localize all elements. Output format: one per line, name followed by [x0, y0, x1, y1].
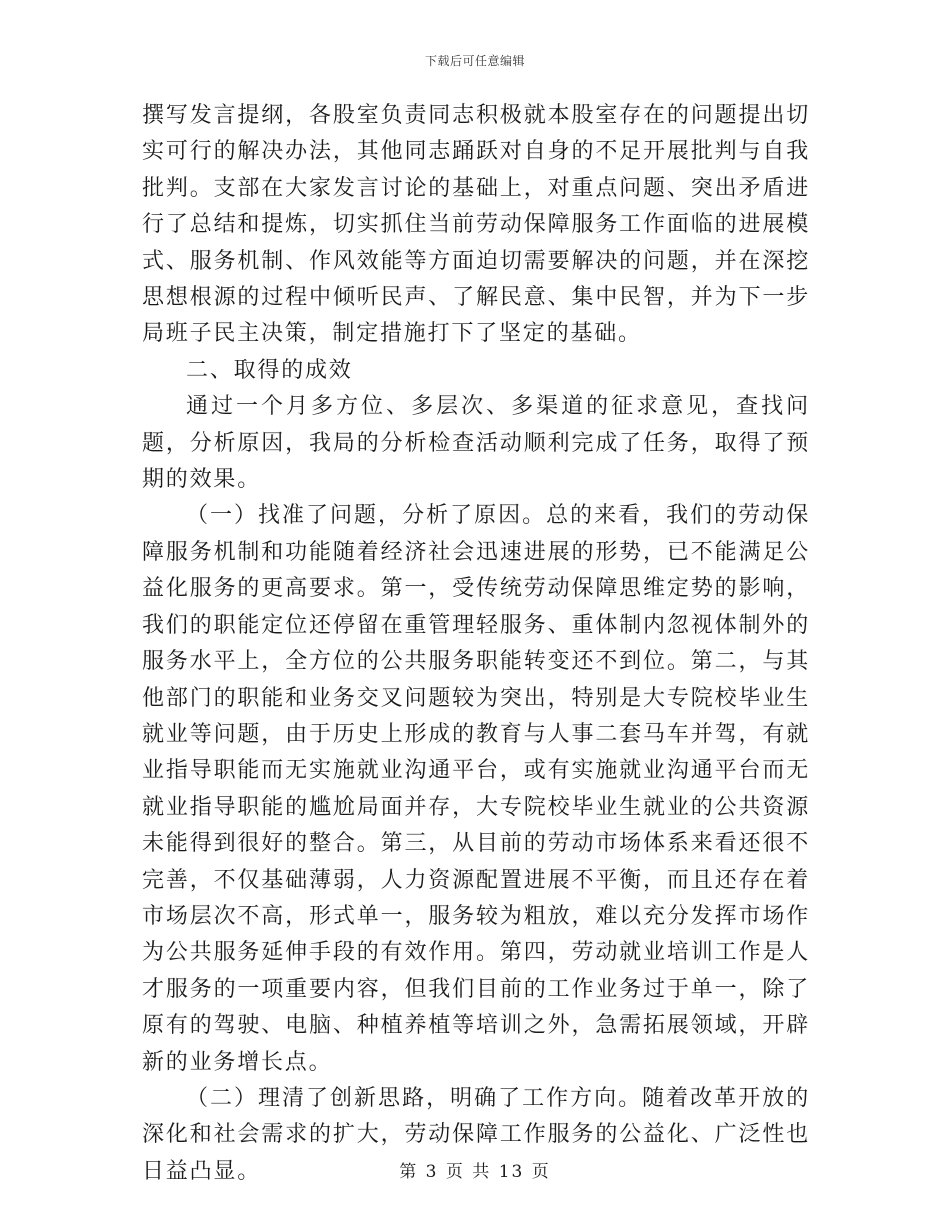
section-heading-achievements: 二、取得的成效 [186, 357, 353, 383]
paragraph-summary: 通过一个月多方位、多层次、多渠道的征求意见，查找问题，分析原因，我局的分析检查活动顺利完成了任务，取得了预期的效果。 [142, 394, 810, 493]
page-number-footer: 第 3 页 共 13 页 [399, 1162, 551, 1182]
paragraph-section-one: （一）找准了问题，分析了原因。总的来看，我们的劳动保障服务机制和功能随着经济社会迅速进展的形势，已不能满足公益化服务的更高要求。第一，受传统劳动保障思维定势的影响，我们的职能定位还停留在重管理轻服务、重体制内忽视体制外的服务水平上，全方位的公共服务职能转变还不到位。第二，与其他部门的职能和业务交叉问题较为突出，特别是大专院校毕业生就业等问题，由于历史上形成的教育与人事二套马车并驾，有就业指导职能而无实施就业沟通平台，或有实施就业沟通平台而无就业指导职能的尴尬局面并存，大专院校毕业生就业的公共资源未能得到很好的整合。第三，从目前的劳动市场体系来看还很不完善，不仅基础薄弱，人力资源配置进展不平衡，而且还存在着市场层次不高，形式单一，服务较为粗放，难以充分发挥市场作为公共服务延伸手段的有效作用。第四，劳动就业培训工作是人才服务的一项重要内容，但我们目前的工作业务过于单一，除了原有的驾驶、电脑、种植养植等培训之外，急需拓展领域，开辟新的业务增长点。 [142, 503, 810, 1075]
document-body [142, 98, 810, 1190]
paragraph-continuation: 撰写发言提纲，各股室负责同志积极就本股室存在的问题提出切实可行的解决办法，其他同志踊跃对自身的不足开展批判与自我批判。支部在大家发言讨论的基础上，对重点问题、突出矛盾进行了总结和提炼，切实抓住当前劳动保障服务工作面临的进展模式、服务机制、作风效能等方面迫切需要解决的问题，并在深挖思想根源的过程中倾听民声、了解民意、集中民智，并为下一步局班子民主决策，制定措施打下了坚定的基础。 [142, 103, 810, 347]
paragraph-section-two: （二）理清了创新思路，明确了工作方向。随着改革开放的深化和社会需求的扩大，劳动保障工作服务的公益化、广泛性也日益凸显。 [142, 1085, 810, 1184]
page-header: 下载后可任意编辑 [424, 54, 525, 68]
